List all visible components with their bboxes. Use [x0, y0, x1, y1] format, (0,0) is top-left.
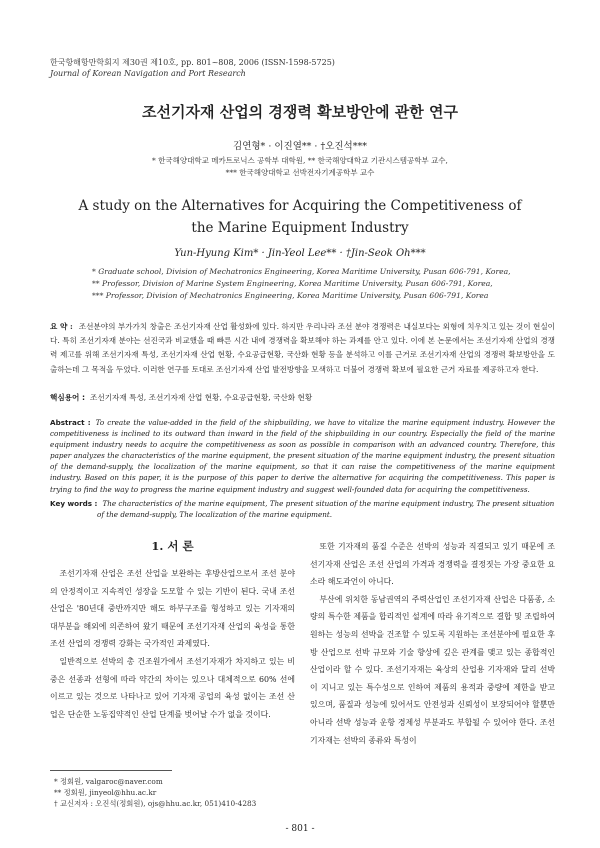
paper-title-en-line: A study on the Alternatives for Acquiring the Competitiveness of: [78, 198, 522, 214]
affiliations-en: [92, 266, 532, 302]
authors-en: Yun-Hyung Kim* · Jin-Yeol Lee** · †Jin-Seok Oh***: [174, 248, 426, 259]
abstract-ko-label: 요 약 :: [50, 322, 73, 331]
paper-title-ko: 조선기자재 산업의 경쟁력 확보방안에 관한 연구: [142, 103, 458, 121]
footnote: † 교신저자 : 오진석(정회원), ojs@hhu.ac.kr, 051)410-4283: [54, 799, 257, 809]
abstract-en-label: Abstract :: [50, 418, 91, 427]
journal-name-en: Journal of Korean Navigation and Port Research: [50, 69, 246, 78]
footnotes: [54, 776, 256, 810]
affiliations-ko: [0, 155, 600, 179]
keywords-en-text-2: of the demand-supply, The localization of the marine equipment.: [97, 510, 333, 520]
abstract-ko: [50, 320, 555, 377]
journal-header: [50, 57, 335, 79]
keywords-en-label: Key words :: [50, 499, 98, 508]
affiliation-en-line: *** Professor, Division of Mechatronics Engineering, Korea Maritime University, Pusan 606-791, Korea: [92, 291, 489, 300]
keywords-en: [50, 498, 555, 520]
keywords-ko: [50, 392, 555, 403]
affiliation-ko-line: *** 한국해양대학교 선박전자기계공학부 교수: [225, 168, 375, 177]
footnote: * 정회원, valgaroc@naver.com: [54, 777, 163, 786]
affiliation-en-line: * Graduate school, Division of Mechatronics Engineering, Korea Maritime University, Pusan 606-791, Korea,: [92, 267, 511, 276]
body-column-right: [310, 538, 555, 749]
body-paragraph: 또한 기자재의 품질 수준은 선박의 성능과 직결되고 있기 때문에 조선기자재 산업은 조선 산업의 가격과 경쟁력을 결정짓는 가장 중요한 요소라 해도과언이 아니다.: [310, 542, 555, 587]
journal-citation-ko: 한국항해항만학회지 제30권 제10호, pp. 801~808, 2006 (ISSN-1598-5725): [50, 58, 335, 67]
keywords-en-text-1: The characteristics of the marine equipment, The present situation of the marine equipment industry, The present situation: [102, 499, 555, 508]
footnote-divider: [50, 770, 172, 771]
affiliation-en-line: ** Professor, Division of Marine System Engineering, Korea Maritime University, Pusan 606-791, Korea,: [92, 279, 493, 288]
authors-ko: 김연형* · 이진열** · †오진석***: [233, 141, 367, 152]
section-heading: 1. 서 론: [151, 539, 194, 553]
footnote: ** 정회원, jinyeol@hhu.ac.kr: [54, 788, 157, 798]
body-column-left: [50, 565, 295, 723]
paper-title-en-line: the Marine Equipment Industry: [191, 220, 409, 236]
abstract-en: [50, 417, 555, 495]
keywords-ko-label: 핵심용어 :: [50, 393, 86, 402]
paper-title-en: [0, 195, 600, 239]
page-number: - 801 -: [285, 824, 315, 834]
body-paragraph: 조선기자재 산업은 조선 산업을 보완하는 후방산업으로서 조선 분야의 안정적이고 지속적인 성장을 도모할 수 있는 기반이 된다. 국내 조선 산업은 '80년대 중반까지만 해도 하부구조를 형성하고 있는 기자재의 대부분을 해외에 의존하여 왔기 때문에 조선기자재 산업의 육성을 통한 조선 산업의 경쟁력 강화는 국가적인 과제였다.: [50, 569, 295, 649]
affiliation-ko-line: * 한국해양대학교 메카트로닉스 공학부 대학원, ** 한국해양대학교 기관시스템공학부 교수,: [152, 156, 448, 165]
body-paragraph: 일반적으로 선박의 총 건조원가에서 조선기자재가 차지하고 있는 비중은 선종과 선형에 따라 약간의 차이는 있으나 대체적으로 60% 선에 이르고 있는 것으로 나타나고 있어 기자재 공업의 육성 없이는 조선 산업은 단순한 노동집약적인 산업 단계를 벗어날 수가 없을 것이다.: [50, 656, 295, 719]
abstract-ko-text: 조선분야의 부가가치 창출은 조선기자재 산업 활성화에 있다. 하지만 우리나라 조선 분야 경쟁력은 내실보다는 외형에 치우치고 있는 것이 현실이다. 특히 조선기자재 분야는 선진국과 비교했을 때 빠른 시간 내에 경쟁력을 확보해야 하는 과제를 안고 있다. 이에 본 논문에서는 조선기자재 산업의 경쟁력 제고를 위해 조선기자재 특성, 조선기자재 산업 현황, 수요공급현황, 국산화 현황 등을 분석하고 이를 근거로 조선기자재 산업의 경쟁력 확보방안을 도출하는데 그 목적을 두었다. 이러한 연구를 토대로 조선기자재 산업 발전방향을 모색하고 더불어 경쟁력 확보에 필요한 근거 자료를 제공하고자 한다.: [50, 322, 556, 374]
body-paragraph: 부산에 위치한 동남권역의 주력산업인 조선기자재 산업은 다품종, 소량의 특수한 제품을 합리적인 설계에 따라 유기적으로 결합 및 조립하여 원하는 성능의 선박을 건조할 수 있도록 지원하는 조선분야에 필요한 후방 산업으로 선박 규모와 기술 향상에 깊은 관계를 맺고 있는 종합적인 산업이라 할 수 있다. 조선기자재는 육상의 산업용 기자재와 달리 선박이 지니고 있는 특수성으로 인하여 제품의 용적과 중량에 제한을 받고 있으며, 품질과 성능에 있어서도 안전성과 신뢰성이 보장되어야 할뿐만 아니라 선박 성능과 운항 경제성 부분과도 부합될 수 있어야 한다. 조선기자재는 선박의 종류와 특성이: [310, 594, 555, 745]
abstract-en-text: To create the value-added in the field of the shipbuilding, we have to vitalize the marine equipment industry. However the competitiveness is inclined to its outward than inward in the field of the shipbuilding in our country. Especially the field of the marine equipment industry needs to acquire the competitiveness as soon as possible in comparison with an advanced country. Therefore, this paper analyzes the characteristics of the marine equipment, the present situation of the marine equipment industry, the present situation of the demand-supply, the localization of the marine equipment, so that it can raise the competitiveness of the marine equipment industry. Based on this paper, it is the purpose of this paper to derive the alternative for acquiring the competitiveness. This paper is trying to find the way to progress the marine equipment industry and suggest well-founded data for acquiring the competitiveness.: [50, 418, 556, 494]
keywords-ko-text: 조선기자재 특성, 조선기자재 산업 현황, 수요공급현황, 국산화 현황: [90, 393, 313, 402]
